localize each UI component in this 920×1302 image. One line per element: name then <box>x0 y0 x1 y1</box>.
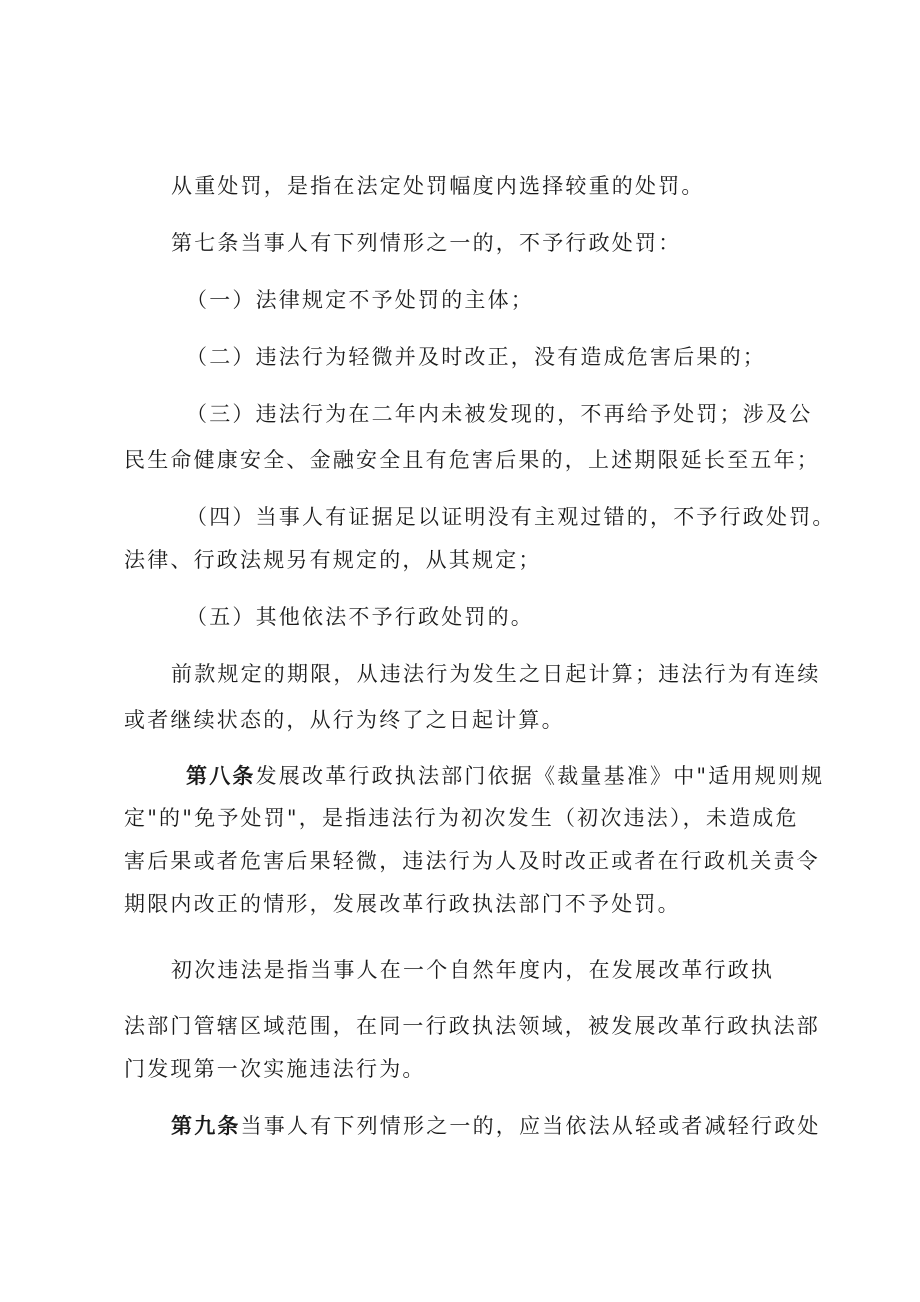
article-text: 当事人有下列情形之一的，应当依法从轻或者减轻行政处 <box>240 1114 821 1138</box>
text-line: 法律、行政法规另有规定的，从其规定； <box>124 548 542 572</box>
list-item: （三）违法行为在二年内未被发现的，不再给予处罚；涉及公 <box>186 402 813 426</box>
list-item: （一）法律规定不予处罚的主体； <box>186 288 534 312</box>
article-nine-line <box>171 1112 821 1140</box>
text-line: 或者继续状态的，从行为终了之日起计算。 <box>124 708 565 732</box>
article-text: 发展改革行政执法部门依据《裁量基准》中"适用规则规 <box>255 764 825 788</box>
article-seven-heading: 第七条当事人有下列情形之一的，不予行政处罚： <box>171 231 682 255</box>
list-item: （二）违法行为轻微并及时改正，没有造成危害后果的； <box>186 345 766 369</box>
text-line: 期限内改正的情形，发展改革行政执法部门不予处罚。 <box>124 892 681 916</box>
text-line: 初次违法是指当事人在一个自然年度内，在发展改革行政执 <box>171 958 775 982</box>
text-line: 前款规定的期限，从违法行为发生之日起计算；违法行为有连续 <box>171 662 821 686</box>
list-item: （四）当事人有证据足以证明没有主观过错的，不予行政处罚。 <box>186 505 836 529</box>
text-line: 门发现第一次实施违法行为。 <box>124 1057 426 1081</box>
text-line: 从重处罚，是指在法定处罚幅度内选择较重的处罚。 <box>171 174 705 198</box>
list-item: （五）其他依法不予行政处罚的。 <box>186 605 534 629</box>
article-label: 第九条 <box>171 1113 241 1138</box>
text-line: 法部门管辖区域范围，在同一行政执法领域，被发展改革行政执法部 <box>124 1014 820 1038</box>
article-eight-line <box>186 762 824 790</box>
text-line: 民生命健康安全、金融安全且有危害后果的，上述期限延长至五年； <box>124 448 820 472</box>
text-line: 害后果或者危害后果轻微，违法行为人及时改正或者在行政机关责令 <box>124 849 820 873</box>
article-label: 第八条 <box>186 763 256 788</box>
text-line: 定"的"免予处罚"，是指违法行为初次发生（初次违法），未造成危 <box>124 806 799 830</box>
